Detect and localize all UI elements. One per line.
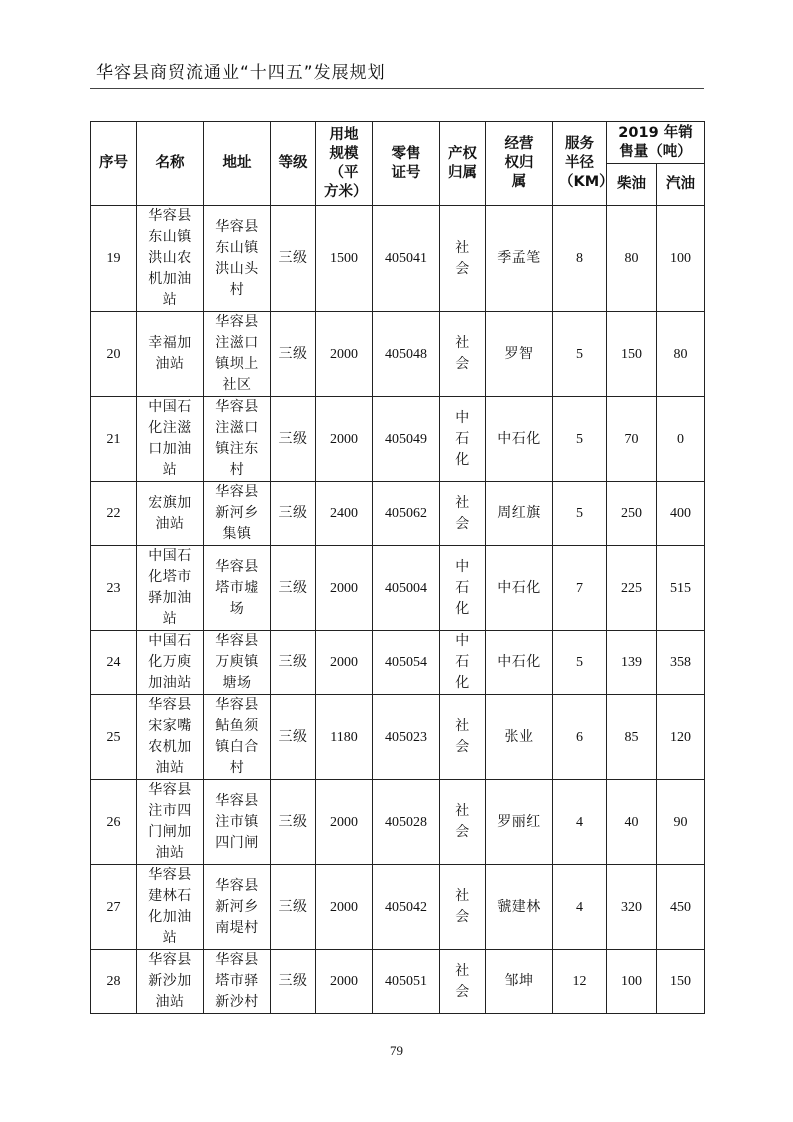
- table-row: [91, 695, 705, 780]
- cell-radius: 6: [553, 695, 607, 780]
- cell-license: 405051: [373, 950, 440, 1014]
- cell-name: 幸福加油站: [137, 312, 204, 397]
- table-row: [91, 312, 705, 397]
- cell-name: 中国石化注滋口加油站: [137, 397, 204, 482]
- col-header-radius: 服务半径（KM）: [553, 122, 607, 206]
- cell-radius: 8: [553, 206, 607, 312]
- cell-ownership: 社会: [440, 482, 486, 546]
- cell-license: 405028: [373, 780, 440, 865]
- cell-diesel: 320: [607, 865, 657, 950]
- page-number: 79: [390, 1043, 403, 1058]
- col-header-grade: 等级: [271, 122, 316, 206]
- cell-gasoline: 100: [657, 206, 705, 312]
- cell-operator: 邹坤: [486, 950, 553, 1014]
- cell-operator: 中石化: [486, 397, 553, 482]
- cell-radius: 5: [553, 312, 607, 397]
- page-header-title: 华容县商贸流通业“十四五”发展规划: [96, 63, 386, 83]
- cell-land: 1500: [316, 206, 373, 312]
- cell-land: 2000: [316, 780, 373, 865]
- cell-operator: 周红旗: [486, 482, 553, 546]
- cell-seq: 27: [91, 865, 137, 950]
- cell-operator: 罗丽红: [486, 780, 553, 865]
- table-row: [91, 546, 705, 631]
- cell-operator: 罗智: [486, 312, 553, 397]
- cell-seq: 21: [91, 397, 137, 482]
- cell-name: 中国石化塔市驿加油站: [137, 546, 204, 631]
- col-header-license: 零售证号: [373, 122, 440, 206]
- col-header-sales: 2019 年销售量（吨）: [607, 122, 705, 164]
- cell-diesel: 100: [607, 950, 657, 1014]
- cell-land: 2000: [316, 546, 373, 631]
- cell-diesel: 85: [607, 695, 657, 780]
- cell-ownership: 中石化: [440, 631, 486, 695]
- cell-ownership: 社会: [440, 206, 486, 312]
- cell-name: 华容县建林石化加油站: [137, 865, 204, 950]
- cell-radius: 5: [553, 631, 607, 695]
- cell-license: 405054: [373, 631, 440, 695]
- cell-seq: 22: [91, 482, 137, 546]
- cell-radius: 5: [553, 397, 607, 482]
- cell-seq: 19: [91, 206, 137, 312]
- cell-address: 华容县注滋口镇注东村: [204, 397, 271, 482]
- cell-radius: 12: [553, 950, 607, 1014]
- cell-diesel: 139: [607, 631, 657, 695]
- cell-gasoline: 0: [657, 397, 705, 482]
- cell-grade: 三级: [271, 631, 316, 695]
- col-header-ownership: 产权归属: [440, 122, 486, 206]
- cell-land: 2000: [316, 397, 373, 482]
- cell-license: 405042: [373, 865, 440, 950]
- cell-grade: 三级: [271, 865, 316, 950]
- cell-diesel: 250: [607, 482, 657, 546]
- col-header-gasoline: 汽油: [657, 164, 705, 206]
- cell-license: 405048: [373, 312, 440, 397]
- cell-land: 2000: [316, 865, 373, 950]
- cell-diesel: 70: [607, 397, 657, 482]
- cell-diesel: 225: [607, 546, 657, 631]
- cell-grade: 三级: [271, 482, 316, 546]
- cell-name: 华容县新沙加油站: [137, 950, 204, 1014]
- cell-name: 中国石化万庾加油站: [137, 631, 204, 695]
- cell-license: 405041: [373, 206, 440, 312]
- col-header-seq: 序号: [91, 122, 137, 206]
- table-row: [91, 865, 705, 950]
- cell-address: 华容县注滋口镇坝上社区: [204, 312, 271, 397]
- cell-address: 华容县万庾镇塘场: [204, 631, 271, 695]
- cell-diesel: 80: [607, 206, 657, 312]
- cell-grade: 三级: [271, 950, 316, 1014]
- cell-gasoline: 400: [657, 482, 705, 546]
- cell-license: 405049: [373, 397, 440, 482]
- cell-name: 华容县宋家嘴农机加油站: [137, 695, 204, 780]
- cell-address: 华容县东山镇洪山头村: [204, 206, 271, 312]
- cell-radius: 7: [553, 546, 607, 631]
- table-row: [91, 780, 705, 865]
- cell-seq: 26: [91, 780, 137, 865]
- cell-gasoline: 120: [657, 695, 705, 780]
- cell-diesel: 40: [607, 780, 657, 865]
- cell-license: 405004: [373, 546, 440, 631]
- cell-grade: 三级: [271, 312, 316, 397]
- cell-seq: 28: [91, 950, 137, 1014]
- table-row: [91, 950, 705, 1014]
- gas-station-table: [90, 121, 705, 1014]
- cell-operator: 中石化: [486, 546, 553, 631]
- cell-operator: 中石化: [486, 631, 553, 695]
- cell-radius: 4: [553, 865, 607, 950]
- header-divider: [90, 88, 704, 89]
- cell-radius: 5: [553, 482, 607, 546]
- cell-license: 405023: [373, 695, 440, 780]
- cell-grade: 三级: [271, 695, 316, 780]
- cell-address: 华容县鲇鱼须镇白合村: [204, 695, 271, 780]
- table-row: [91, 631, 705, 695]
- cell-gasoline: 358: [657, 631, 705, 695]
- col-header-diesel: 柴油: [607, 164, 657, 206]
- cell-land: 1180: [316, 695, 373, 780]
- table-row: [91, 397, 705, 482]
- cell-land: 2400: [316, 482, 373, 546]
- cell-gasoline: 515: [657, 546, 705, 631]
- cell-address: 华容县新河乡集镇: [204, 482, 271, 546]
- cell-ownership: 中石化: [440, 397, 486, 482]
- cell-address: 华容县塔市驿新沙村: [204, 950, 271, 1014]
- cell-operator: 季孟笔: [486, 206, 553, 312]
- table-row: [91, 206, 705, 312]
- cell-name: 华容县注市四门闸加油站: [137, 780, 204, 865]
- cell-operator: 张业: [486, 695, 553, 780]
- cell-ownership: 社会: [440, 695, 486, 780]
- cell-ownership: 社会: [440, 865, 486, 950]
- cell-seq: 20: [91, 312, 137, 397]
- cell-license: 405062: [373, 482, 440, 546]
- cell-name: 宏旗加油站: [137, 482, 204, 546]
- cell-ownership: 社会: [440, 950, 486, 1014]
- cell-seq: 24: [91, 631, 137, 695]
- cell-address: 华容县塔市墟场: [204, 546, 271, 631]
- cell-grade: 三级: [271, 780, 316, 865]
- cell-gasoline: 90: [657, 780, 705, 865]
- cell-ownership: 社会: [440, 780, 486, 865]
- cell-land: 2000: [316, 312, 373, 397]
- cell-grade: 三级: [271, 397, 316, 482]
- col-header-operator: 经营权归属: [486, 122, 553, 206]
- cell-seq: 25: [91, 695, 137, 780]
- table-row: [91, 482, 705, 546]
- cell-radius: 4: [553, 780, 607, 865]
- cell-gasoline: 450: [657, 865, 705, 950]
- col-header-address: 地址: [204, 122, 271, 206]
- cell-name: 华容县东山镇洪山农机加油站: [137, 206, 204, 312]
- cell-operator: 虢建林: [486, 865, 553, 950]
- col-header-name: 名称: [137, 122, 204, 206]
- cell-address: 华容县新河乡南堤村: [204, 865, 271, 950]
- cell-gasoline: 150: [657, 950, 705, 1014]
- cell-address: 华容县注市镇四门闸: [204, 780, 271, 865]
- cell-grade: 三级: [271, 546, 316, 631]
- cell-seq: 23: [91, 546, 137, 631]
- col-header-land: 用地规模（平方米）: [316, 122, 373, 206]
- cell-land: 2000: [316, 631, 373, 695]
- cell-ownership: 社会: [440, 312, 486, 397]
- cell-grade: 三级: [271, 206, 316, 312]
- cell-ownership: 中石化: [440, 546, 486, 631]
- cell-diesel: 150: [607, 312, 657, 397]
- cell-land: 2000: [316, 950, 373, 1014]
- cell-gasoline: 80: [657, 312, 705, 397]
